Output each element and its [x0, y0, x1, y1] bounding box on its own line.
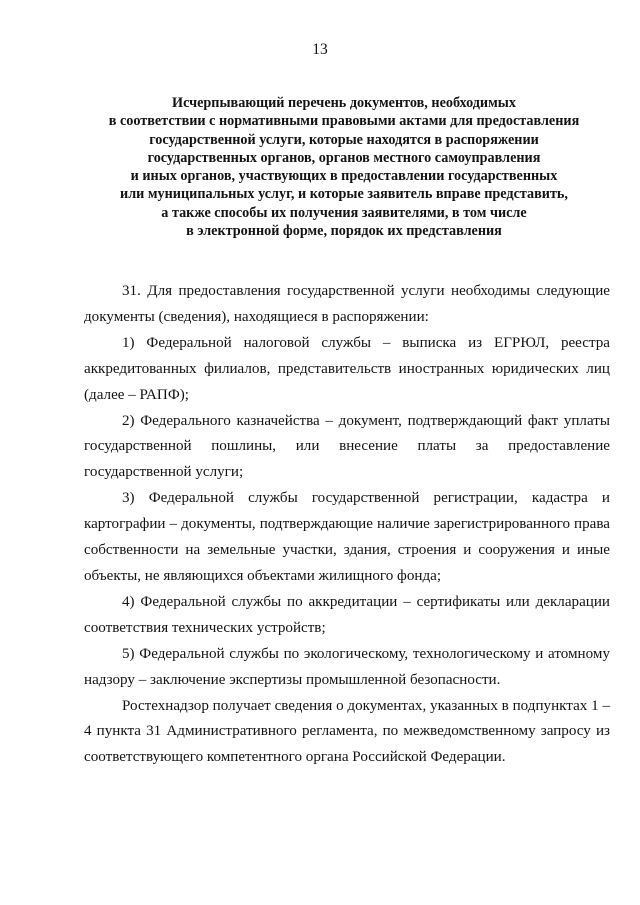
section-heading	[70, 94, 618, 240]
paragraph	[84, 486, 610, 590]
paragraph	[84, 642, 610, 694]
paragraph-text: 1) Федеральной налоговой службы – выписка из ЕГРЮЛ, реестра аккредитованных филиалов, представительств иностранных юридических лиц (далее – РАПФ);	[84, 334, 610, 403]
heading-line: или муниципальных услуг, и которые заявитель вправе представить,	[120, 186, 568, 203]
heading-line: государственной услуги, которые находятся в распоряжении	[149, 131, 539, 148]
paragraph-text: 3) Федеральной службы государственной регистрации, кадастра и картографии – документы, подтверждающие наличие зарегистрированного права собственности на земельные участки, здания, строения и сооружения и иные объекты, не являющихся объектами жилищного фонда;	[84, 490, 610, 584]
paragraph	[84, 590, 610, 642]
paragraph-text: 31. Для предоставления государственной услуги необходимы следующие документы (сведения), находящиеся в распоряжении:	[84, 283, 610, 325]
paragraph	[84, 279, 610, 331]
heading-line: Исчерпывающий перечень документов, необходимых	[172, 95, 516, 111]
paragraph-text: 4) Федеральной службы по аккредитации – сертификаты или декларации соответствия технических устройств;	[84, 593, 610, 636]
body-text	[84, 279, 610, 771]
heading-line: и иных органов, участвующих в предоставлении государственных	[130, 168, 558, 185]
heading-line: в соответствии с нормативными правовыми актами для предоставления	[108, 113, 580, 130]
paragraph	[84, 694, 610, 772]
heading-line: государственных органов, органов местного самоуправления	[147, 149, 541, 166]
paragraph-text: Ростехнадзор получает сведения о документах, указанных в подпунктах 1 – 4 пункта 31 Административного регламента, по межведомственному запросу из соответствующего компетентного органа Российской Федерации.	[84, 697, 610, 766]
heading-line: а также способы их получения заявителями, в том числе	[161, 204, 527, 221]
paragraph-text: 5) Федеральной службы по экологическому, технологическому и атомному надзору – заключение экспертизы промышленной безопасности.	[84, 645, 610, 688]
paragraph	[84, 409, 610, 487]
paragraph	[84, 331, 610, 409]
paragraph-text: 2) Федерального казначейства – документ, подтверждающий факт уплаты государственной пошлины, или внесение платы за предоставление государственной услуги;	[84, 412, 610, 481]
heading-line: в электронной форме, порядок их представления	[186, 223, 502, 240]
page-number: 13	[312, 41, 328, 58]
